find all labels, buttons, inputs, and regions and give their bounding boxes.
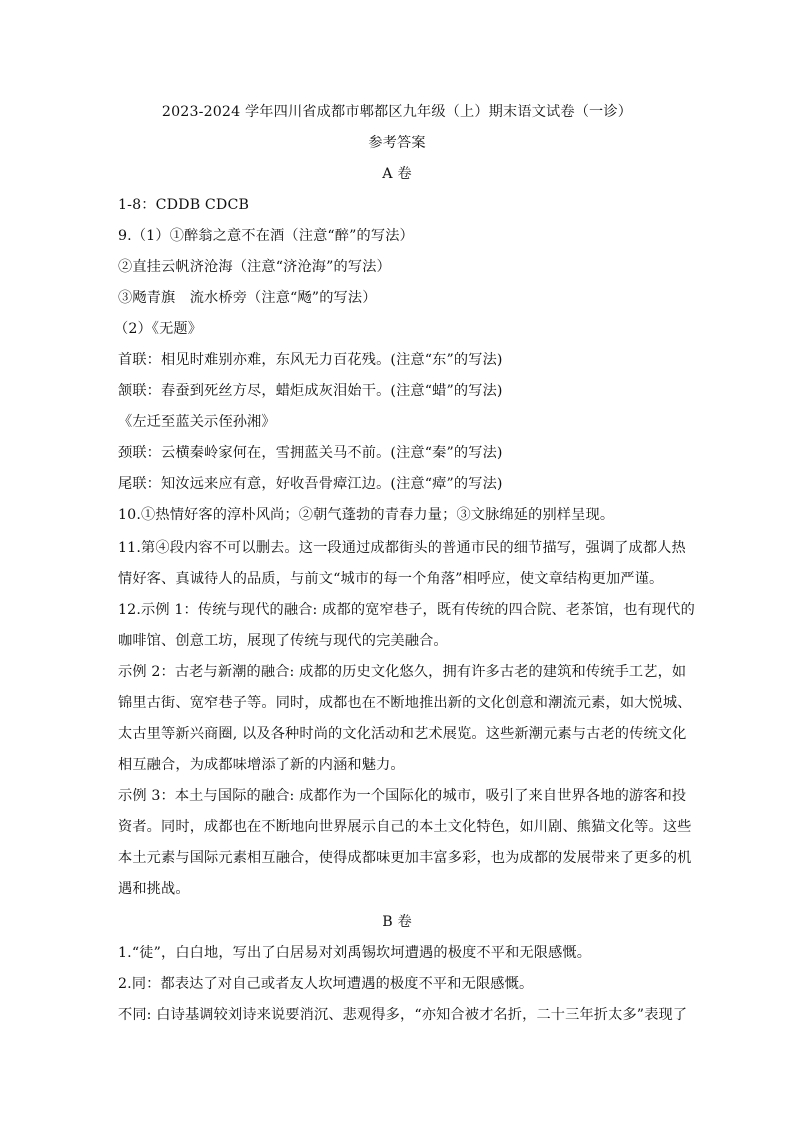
answer-line: 咖啡馆、创意工坊，展现了传统与现代的完美融合。 bbox=[118, 633, 448, 649]
answer-line: 遇和挑战。 bbox=[118, 881, 190, 897]
answer-line: 情好客、真诚待人的品质，与前文“城市的每一个角落”相呼应，使文章结构更加严谨。 bbox=[118, 571, 664, 587]
document-title: 2023-2024 学年四川省成都市郫都区九年级（上）期末语文试卷（一诊） bbox=[161, 104, 633, 120]
answer-line: （2）《无题》 bbox=[114, 321, 203, 337]
answer-line: 《左迁至蓝关示侄孙湘》 bbox=[118, 414, 276, 430]
answer-line: 示例 3：本土与国际的融合: 成都作为一个国际化的城市，吸引了来自世界各地的游客和投 bbox=[118, 788, 687, 804]
answer-line: 颔联：春蚕到死丝方尽，蜡炬成灰泪始干。(注意“蜡”的写法) bbox=[118, 383, 503, 399]
answer-line: 10.①热情好客的淳朴风尚；②朝气蓬勃的青春力量；③文脉绵延的别样呈现。 bbox=[118, 507, 615, 523]
answer-line: 示例 2：古老与新潮的融合: 成都的历史文化悠久，拥有许多古老的建筑和传统手工艺，如 bbox=[118, 664, 687, 680]
answer-line: 太古里等新兴商圈, 以及各种时尚的文化活动和艺术展览。这些新潮元素与古老的传统文化 bbox=[118, 726, 687, 742]
section-a-heading: A 卷 bbox=[382, 166, 412, 182]
answer-line: 锦里古街、宽窄巷子等。同时，成都也在不断地推出新的文化创意和潮流元素，如大悦城、 bbox=[118, 695, 692, 711]
document-subtitle: 参考答案 bbox=[368, 135, 426, 151]
answer-line: 不同: 白诗基调较刘诗来说要消沉、悲观得多，“亦知合被才名折，二十三年折太多”表现了 bbox=[118, 1007, 688, 1023]
section-b-heading: B 卷 bbox=[382, 914, 412, 930]
answer-line: 9.（1）①醉翁之意不在酒（注意“醉”的写法） bbox=[118, 228, 414, 244]
answer-line: 2.同：都表达了对自己或者友人坎坷遭遇的极度不平和无限感慨。 bbox=[118, 976, 534, 992]
answer-line: 首联：相见时难别亦难，东风无力百花残。(注意“东”的写法) bbox=[118, 352, 503, 368]
answer-line: 本土元素与国际元素相互融合，使得成都味更加丰富多彩，也为成都的发展带来了更多的机 bbox=[118, 850, 692, 866]
answer-line: 颈联：云横秦岭家何在，雪拥蓝关马不前。(注意“秦”的写法) bbox=[118, 445, 503, 461]
answer-line: 1.“徒”，白白地，写出了白居易对刘禹锡坎坷遭遇的极度不平和无限感慨。 bbox=[118, 945, 592, 961]
answer-line: 相互融合，为成都味增添了新的内涵和魅力。 bbox=[118, 757, 405, 773]
answer-line: ③飏青旗 流水桥旁（注意“飏”的写法） bbox=[118, 290, 377, 306]
answer-line: 1-8：CDDB CDCB bbox=[118, 197, 250, 213]
answer-line: 尾联：知汝远来应有意，好收吾骨瘴江边。(注意“瘴”的写法) bbox=[118, 476, 503, 492]
answer-line: 12.示例 1：传统与现代的融合: 成都的宽窄巷子，既有传统的四合院、老茶馆，也有现代的 bbox=[118, 602, 695, 618]
answer-line: 11.第④段内容不可以删去。这一段通过成都街头的普通市民的细节描写，强调了成都人热 bbox=[118, 540, 686, 556]
answer-line: ②直挂云帆济沧海（注意“济沧海”的写法） bbox=[118, 259, 391, 275]
answer-line: 资者。同时，成都也在不断地向世界展示自己的本土文化特色，如川剧、熊猫文化等。这些 bbox=[118, 819, 692, 835]
